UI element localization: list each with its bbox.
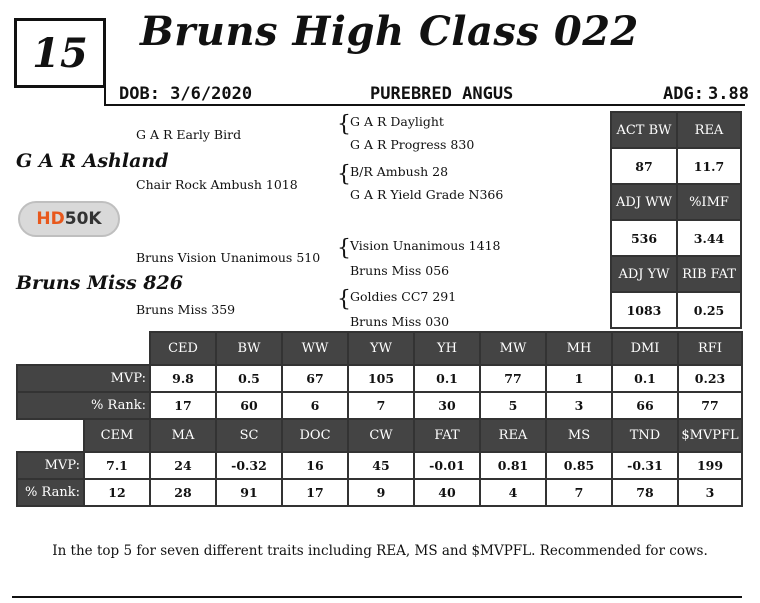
sire-sire: G A R Early Bird [136, 127, 242, 142]
epd-header: REA [480, 419, 546, 452]
breed: PUREBRED ANGUS [370, 84, 514, 104]
epd-value: 0.23 [678, 365, 742, 392]
performance-table [610, 111, 742, 329]
epd-rank: 5 [480, 392, 546, 419]
lot-number-box [14, 18, 106, 88]
epd-header: FAT [414, 419, 480, 452]
perf-header: RIB FAT [677, 256, 741, 292]
sire-sire-sire: G A R Daylight [350, 114, 444, 129]
badge-50k-text: 50K [64, 209, 102, 229]
perf-value: 87 [611, 148, 677, 184]
epd-header: DOC [282, 419, 348, 452]
epd-header: MW [480, 332, 546, 365]
dam-dam: Bruns Miss 359 [136, 302, 236, 317]
epd-header: CEM [84, 419, 150, 452]
sire-dam-sire: B/R Ambush 28 [350, 164, 449, 179]
epd-header: MA [150, 419, 216, 452]
epd-table-1 [16, 331, 743, 420]
mvp-row-label: MVP: [17, 365, 150, 392]
epd-value: 9.8 [150, 365, 216, 392]
mvp-row-label: MVP: [17, 452, 84, 479]
sire-sire-dam: G A R Progress 830 [350, 137, 475, 152]
epd-value: 0.81 [480, 452, 546, 479]
badge-hd-text: HD [36, 209, 65, 229]
epd-value: 24 [150, 452, 216, 479]
blank-cell [17, 419, 84, 452]
epd-rank: 7 [546, 479, 612, 506]
epd-value: 0.85 [546, 452, 612, 479]
epd-header: BW [216, 332, 282, 365]
dam-name: Bruns Miss 826 [16, 272, 183, 294]
epd-rank: 4 [480, 479, 546, 506]
dam-sire: Bruns Vision Unanimous 510 [136, 250, 321, 265]
brace: { [337, 112, 351, 137]
epd-value: 16 [282, 452, 348, 479]
epd-rank: 78 [612, 479, 678, 506]
epd-value: 1 [546, 365, 612, 392]
dam-dam-sire: Goldies CC7 291 [350, 289, 457, 304]
perf-header: ADJ WW [611, 184, 677, 220]
perf-value: 0.25 [677, 292, 741, 328]
adg-label: ADG: [663, 84, 704, 104]
epd-table-2 [16, 418, 743, 507]
adg-value: 3.88 [708, 84, 749, 104]
perf-header: %IMF [677, 184, 741, 220]
blank-cell [17, 332, 150, 365]
dam-sire-dam: Bruns Miss 056 [350, 263, 450, 278]
hd50k-badge [18, 201, 120, 237]
perf-header: ACT BW [611, 112, 677, 148]
epd-value: 199 [678, 452, 742, 479]
epd-header: YW [348, 332, 414, 365]
epd-value: -0.31 [612, 452, 678, 479]
epd-value: 105 [348, 365, 414, 392]
perf-header: REA [677, 112, 741, 148]
brace: { [337, 287, 351, 312]
epd-value: 7.1 [84, 452, 150, 479]
epd-header: WW [282, 332, 348, 365]
epd-header: CED [150, 332, 216, 365]
bottom-rule [12, 596, 742, 598]
epd-rank: 28 [150, 479, 216, 506]
animal-name: Bruns High Class 022 [140, 8, 639, 55]
epd-rank: 9 [348, 479, 414, 506]
perf-value: 11.7 [677, 148, 741, 184]
epd-value: 0.1 [612, 365, 678, 392]
epd-value: -0.32 [216, 452, 282, 479]
perf-value: 1083 [611, 292, 677, 328]
epd-value: 45 [348, 452, 414, 479]
epd-rank: 91 [216, 479, 282, 506]
perf-header: ADJ YW [611, 256, 677, 292]
dob: DOB: 3/6/2020 [119, 84, 253, 104]
perf-value: 536 [611, 220, 677, 256]
epd-rank: 77 [678, 392, 742, 419]
epd-header: CW [348, 419, 414, 452]
epd-rank: 17 [150, 392, 216, 419]
epd-rank: 66 [612, 392, 678, 419]
sire-name: G A R Ashland [16, 150, 169, 172]
epd-header: MH [546, 332, 612, 365]
rank-row-label: % Rank: [17, 479, 84, 506]
epd-header: YH [414, 332, 480, 365]
epd-header: DMI [612, 332, 678, 365]
epd-value: -0.01 [414, 452, 480, 479]
epd-rank: 3 [546, 392, 612, 419]
epd-rank: 30 [414, 392, 480, 419]
epd-value: 0.1 [414, 365, 480, 392]
header-rule [105, 104, 745, 106]
epd-header: TND [612, 419, 678, 452]
brace: { [337, 162, 351, 187]
epd-rank: 12 [84, 479, 150, 506]
dam-dam-dam: Bruns Miss 030 [350, 314, 450, 329]
epd-rank: 7 [348, 392, 414, 419]
brace: { [337, 236, 351, 261]
epd-value: 77 [480, 365, 546, 392]
epd-header: MS [546, 419, 612, 452]
epd-rank: 6 [282, 392, 348, 419]
epd-value: 0.5 [216, 365, 282, 392]
sire-dam-dam: G A R Yield Grade N366 [350, 187, 504, 202]
epd-header: SC [216, 419, 282, 452]
rank-row-label: % Rank: [17, 392, 150, 419]
dam-sire-sire: Vision Unanimous 1418 [350, 238, 501, 253]
epd-rank: 40 [414, 479, 480, 506]
epd-rank: 17 [282, 479, 348, 506]
epd-rank: 3 [678, 479, 742, 506]
epd-header: $MVPFL [678, 419, 742, 452]
sire-dam: Chair Rock Ambush 1018 [136, 177, 298, 192]
epd-rank: 60 [216, 392, 282, 419]
lot-number: 15 [32, 29, 88, 77]
footnote: In the top 5 for seven different traits including REA, MS and $MVPFL. Recommended for cows. [52, 543, 708, 559]
epd-header: RFI [678, 332, 742, 365]
perf-value: 3.44 [677, 220, 741, 256]
epd-value: 67 [282, 365, 348, 392]
